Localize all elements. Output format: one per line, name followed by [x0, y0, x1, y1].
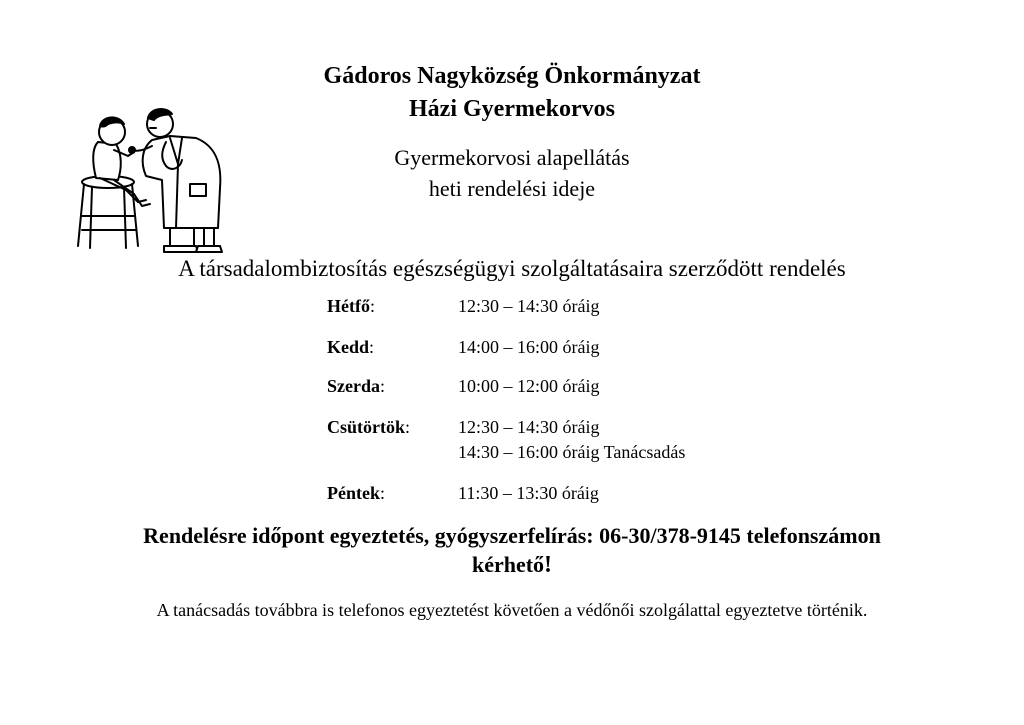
schedule-day: Csütörtök: [327, 417, 411, 437]
schedule-row-thursday [327, 417, 807, 467]
appointment-notice-line1: Rendelésre időpont egyeztetés, gyógyszerfelírás: 06-30/378-9145 telefonszámon [143, 523, 881, 548]
schedule-time-consultation: 14:30 – 16:00 óráig Tanácsadás [458, 442, 686, 462]
schedule-time: 12:30 – 14:30 óráig [458, 296, 600, 316]
schedule-row-friday [327, 483, 807, 507]
schedule-row-monday [327, 296, 807, 320]
schedule-intro: A társadalombiztosítás egészségügyi szolgáltatásaira szerződött rendelés [178, 256, 846, 281]
consultation-note: A tanácsadás továbbra is telefonos egyeztetést követően a védőnői szolgálattal egyeztetve történik. [156, 600, 868, 620]
schedule-row-wednesday [327, 376, 807, 400]
page-title: Gádoros Nagyközség Önkormányzat [323, 63, 701, 89]
service-heading: Gyermekorvosi alapellátás [394, 145, 630, 170]
schedule-day: Hétfő: [327, 296, 375, 316]
schedule-time: 11:30 – 13:30 óráig [458, 483, 599, 503]
schedule-row-tuesday [327, 337, 807, 361]
appointment-notice [0, 521, 1024, 580]
schedule-time: 12:30 – 14:30 óráig [458, 417, 600, 437]
schedule-day: Kedd: [327, 337, 375, 357]
schedule-day: Péntek: [327, 483, 386, 503]
schedule-day: Szerda: [327, 376, 386, 396]
page-subtitle-office: Házi Gyermekorvos [409, 96, 615, 122]
appointment-notice-line2: kérhető! [471, 552, 553, 578]
schedule-time: 10:00 – 12:00 óráig [458, 376, 600, 396]
service-subheading: heti rendelési ideje [428, 176, 596, 201]
schedule-time: 14:00 – 16:00 óráig [458, 337, 600, 357]
